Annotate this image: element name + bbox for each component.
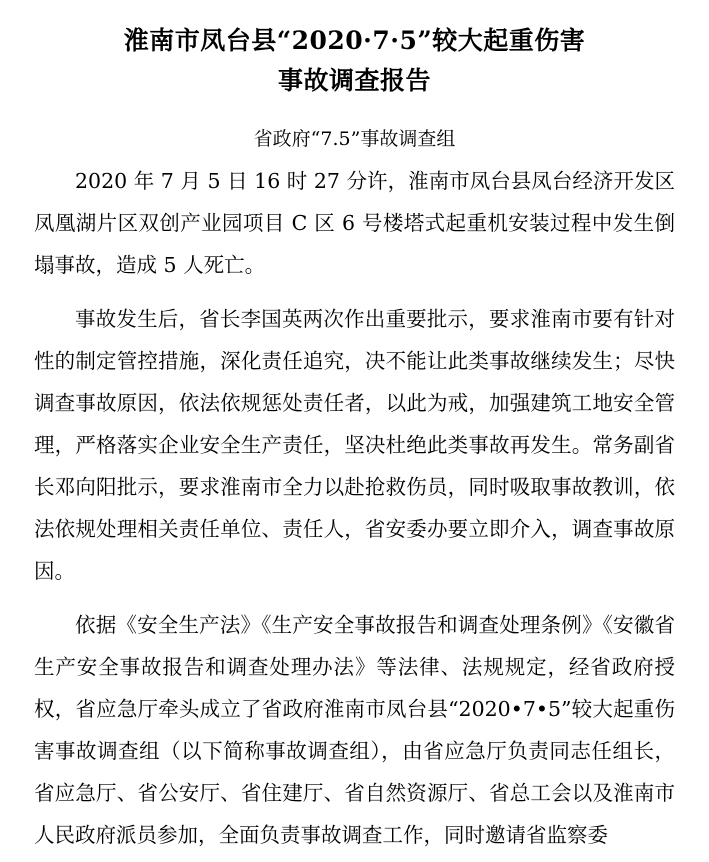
paragraph: 事故发生后，省长李国英两次作出重要批示，要求淮南市要有针对性的制定管控措施，深化责任追究，决不能让此类事故继续发生；尽快调查事故原因，依法依规惩处责任者，以此为戒，加强建筑工地安全管理，严格落实企业安全生产责任，坚决杜绝此类事故再发生。常务副省长邓向阳批示，要求淮南市全力以赴抢救伤员，同时吸取事故教训，依法依规处理相关责任单位、责任人，省安委办要立即介入，调查事故原因。 xyxy=(34,307,675,583)
document-body xyxy=(34,160,675,856)
title-line-2: 事故调查报告 xyxy=(277,66,431,95)
paragraph: 2020 年 7 月 5 日 16 时 27 分许，淮南市凤台县凤台经济开发区凤凰湖片区双创产业园项目 C 区 6 号楼塔式起重机安装过程中发生倒塌事故，造成 5 人死亡。 xyxy=(34,169,675,277)
page-title xyxy=(34,22,675,100)
title-line-1: 淮南市凤台县“2020·7·5”较大起重伤害 xyxy=(123,26,586,55)
byline: 省政府“7.5”事故调查组 xyxy=(253,128,456,150)
paragraph: 依据《安全生产法》《生产安全事故报告和调查处理条例》《安徽省生产安全事故报告和调查处理办法》等法律、法规规定，经省政府授权，省应急厅牵头成立了省政府淮南市凤台县“2020•7•5”较大起重伤害事故调查组（以下简称事故调查组），由省应急厅负责同志任组长，省应急厅、省公安厅、省住建厅、省自然资源厅、省总工会以及淮南市人民政府派员参加，全面负责事故调查工作，同时邀请省监察委 xyxy=(34,613,675,847)
